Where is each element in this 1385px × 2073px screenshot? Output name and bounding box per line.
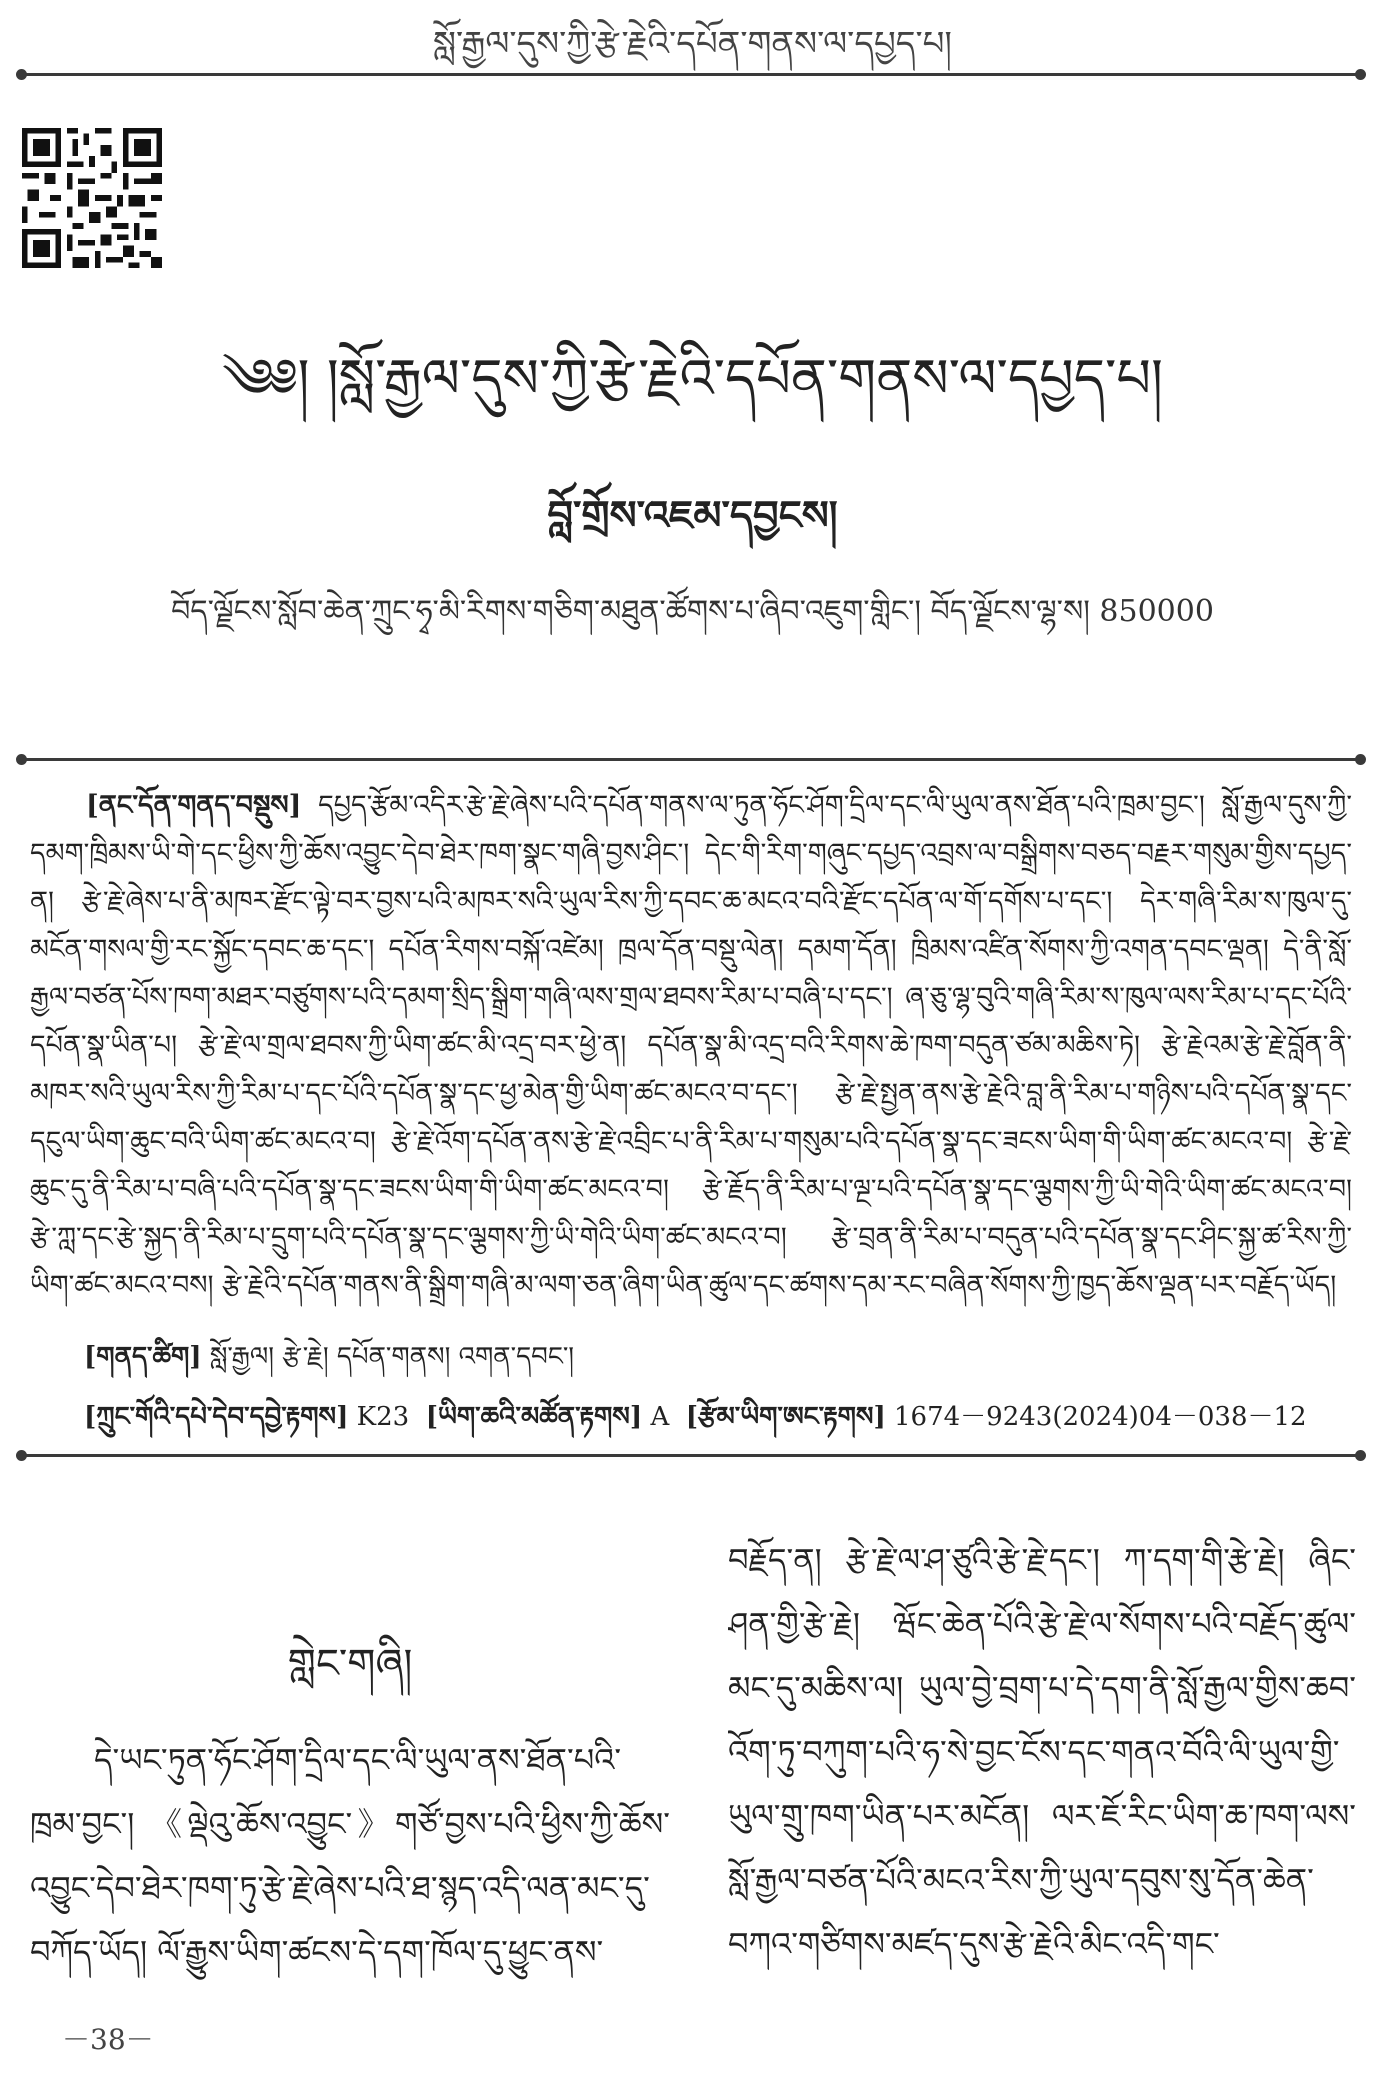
keywords-text: སློ་རྒྱལ། རྩེ་རྗེ། དཔོན་གནས། འགན་དབང་། (209, 1342, 575, 1372)
left-column (30, 1728, 670, 2000)
header-rule (22, 73, 1360, 76)
running-header: སློ་རྒྱལ་དུས་ཀྱི་རྩེ་རྗེའི་དཔོན་གནས་ལ་དཔྱད་པ། (433, 24, 952, 64)
section-heading: གླེང་གཞི། (287, 1641, 413, 1687)
doc-code-value: A (650, 1402, 670, 1432)
left-column-paragraph: དེ་ཡང་ཏུན་ཧོང་ཤོག་དྲིལ་དང་ལི་ཡུལ་ནས་ཐོན་པའི་ཁྲམ་བྱང་། 《ལྡེའུ་ཆོས་འབྱུང་》གཙོ་བྱས་པའི་ཕྱིས་ཀྱི་ཆོས་འབྱུང་དེབ་ཐེར་ཁག་ཏུ་རྩེ་རྗེ་ཞེས་པའི་ཐ་སྙད་འདི་ལན་མང་དུ་བཀོད་ཡོད། ལོ་རྒྱུས་ཡིག་ཚངས་དེ་དག་ཁོལ་དུ་ཕྱུང་ནས་ (30, 1741, 670, 1971)
article-id-value: 1674－9243(2024)04－038－12 (894, 1402, 1307, 1432)
abstract-top-rule (22, 758, 1360, 761)
keywords-label: [གནད་ཚིག] (84, 1342, 202, 1372)
article-title: ༄༅། །སློ་རྒྱལ་དུས་ཀྱི་རྩེ་རྗེའི་དཔོན་གནས་ལ་དཔྱད་པ། (222, 347, 1163, 410)
right-column-paragraph: བརྗོད་ན། རྩེ་རྗེ་ལ་ཤ་ཙུའི་རྩེ་རྗེ་དང་། ཀ་དག་གི་རྩེ་རྗེ། ཞིང་ཤན་གྱི་རྩེ་རྗེ། ཝོང་ཆེན་པོའི་རྩེ་རྗེ་ལ་སོགས་པའི་བརྗོད་ཚུལ་མང་དུ་མཆིས་ལ། ཡུལ་བྱེ་བྲག་པ་དེ་དག་ནི་སློ་རྒྱལ་གྱིས་ཆབ་འོག་ཏུ་བཀུག་པའི་ཧ་སེ་བྱང་ངོས་དང་གནའ་བོའི་ལི་ཡུལ་གྱི་ཡུལ་གྲུ་ཁག་ཡིན་པར་མངོན། ལར་ཇོ་རིང་ཡིག་ཆ་ཁག་ལས་སློ་རྒྱལ་བཙན་པོའི་མངའ་རིས་ཀྱི་ཡུལ་དབུས་སུ་དོན་ཆེན་བཀའ་གཙིགས་མཛད་དུས་རྩེ་རྗེའི་མིང་འདི་གང་ (728, 1541, 1356, 1963)
author-affiliation: བོད་ལྗོངས་སློབ་ཆེན་ཀྲུང་ཧྭ་མི་རིགས་གཅིག་མཐུན་ཚོགས་པ་ཞིབ་འཇུག་གླིང་། བོད་ལྗོངས་ལྷ་ས། 850000 (171, 594, 1214, 629)
qr-code (22, 128, 162, 268)
clc-value: K23 (356, 1402, 410, 1432)
abstract-label: [ནང་དོན་གནད་བསྡུས] (86, 790, 302, 821)
page-number: －38－ (62, 2023, 154, 2056)
abstract-paragraph (30, 782, 1352, 1310)
doc-code-label: [ཡིག་ཆའི་མཚོན་རྟགས] (425, 1402, 643, 1432)
author-name: བློ་གྲོས་འཇམ་དབྱངས། (547, 492, 838, 539)
article-id-label: [རྩོམ་ཡིག་ཨང་རྟགས] (685, 1402, 886, 1432)
abstract-text: དཔྱད་རྩོམ་འདིར་རྩེ་རྗེ་ཞེས་པའི་དཔོན་གནས་ལ་ཏུན་ཧོང་ཤོག་དྲིལ་དང་ལི་ཡུལ་ནས་ཐོན་པའི་ཁྲམ་བྱང་། སློ་རྒྱལ་དུས་ཀྱི་དམག་ཁྲིམས་ཡི་གེ་དང་ཕྱིས་ཀྱི་ཆོས་འབྱུང་དེབ་ཐེར་ཁག་སྣང་གཞི་བྱས་ཤིང་། དེང་གི་རིག་གཞུང་དཔྱད་འབྲས་ལ་བསྒྲིགས་བཅད་བརྗར་གསུམ་གྱིས་དཔྱད་ན། རྩེ་རྗེ་ཞེས་པ་ནི་མཁར་རྫོང་ལྟེ་བར་བྱས་པའི་མཁར་སའི་ཡུལ་རིས་ཀྱི་དབང་ཆ་མངའ་བའི་རྫོང་དཔོན་ལ་གོ་དགོས་པ་དང་། དེར་གཞི་རིམ་ས་ཁུལ་དུ་མངོན་གསལ་གྱི་རང་སྐྱོང་དབང་ཆ་དང་། དཔོན་རིགས་བསྐོ་འཛེམ། ཁྲལ་དོན་བསྡུ་ལེན། དམག་དོན། ཁྲིམས་འཛིན་སོགས་ཀྱི་འགན་དབང་ལྡན། དེ་ནི་སློ་རྒྱལ་བཙན་པོས་ཁག་མཐར་བཙུགས་པའི་དམག་སྲིད་སྒྲིག་གཞི་ལས་གྲལ་ཐབས་རིམ་པ་བཞི་པ་དང་། ཞ་ཅུ་ལྷ་བུའི་གཞི་རིམ་ས་ཁུལ་ལས་རིམ་པ་དང་པོའི་དཔོན་སྣ་ཡིན་པ། རྩེ་རྗེ་ལ་གྲལ་ཐབས་ཀྱི་ཡིག་ཚང་མི་འདྲ་བར་ཕྱེ་ན། དཔོན་སྣ་མི་འདྲ་བའི་རིགས་ཆེ་ཁག་བདུན་ཙམ་མཆིས་ཏེ། རྩེ་རྗེའམ་རྩེ་རྗེ་བློན་ནི་མཁར་སའི་ཡུལ་རིས་ཀྱི་རིམ་པ་དང་པོའི་དཔོན་སྣ་དང་ཕྱ་མེན་གྱི་ཡིག་ཚང་མངའ་བ་དང་། རྩེ་རྗེ་སྤྱན་ནས་རྩེ་རྗེའི་བླ་ནི་རིམ་པ་གཉིས་པའི་དཔོན་སྣ་དང་དངུལ་ཡིག་ཆུང་བའི་ཡིག་ཚང་མངའ་བ། རྩེ་རྗེ་འོག་དཔོན་ནས་རྩེ་རྗེ་འབྲིང་པ་ནི་རིམ་པ་གསུམ་པའི་དཔོན་སྣ་དང་ཟངས་ཡིག་གི་ཡིག་ཚང་མངའ་བ། རྩེ་རྗེ་ཆུང་དུ་ནི་རིམ་པ་བཞི་པའི་དཔོན་སྣ་དང་ཟངས་ཡིག་གི་ཡིག་ཚང་མངའ་བ། རྩེ་རྗོད་ནི་རིམ་པ་ལྔ་པའི་དཔོན་སྣ་དང་ལྕགས་ཀྱི་ཡི་གེའི་ཡིག་ཚང་མངའ་བ། རྩེ་ཀླ་དང་རྩེ་སྐྱད་ནི་རིམ་པ་དྲུག་པའི་དཔོན་སྣ་དང་ལྕགས་ཀྱི་ཡི་གེའི་ཡིག་ཚང་མངའ་བ། རྩེ་བྲན་ནི་རིམ་པ་བདུན་པའི་དཔོན་སྣ་དང་ཤིང་སྐྱ་ཚ་རིས་ཀྱི་ཡིག་ཚང་མངའ་བས། རྩེ་རྗེའི་དཔོན་གནས་ནི་སྒྲིག་གཞི་མ་ལག་ཅན་ཞིག་ཡིན་ཚུལ་དང་ཚགས་དམ་རང་བཞིན་སོགས་ཀྱི་ཁྱད་ཆོས་ལྡན་པར་བརྗོད་ཡོད། (30, 790, 1352, 1301)
right-column (728, 1528, 1356, 2000)
classification-line (84, 1388, 1344, 1461)
abstract-bottom-rule (22, 1454, 1360, 1457)
abstract (30, 782, 1352, 1310)
clc-label: [ཀྲུང་གོའི་དཔེ་དེབ་དབྱེ་རྟགས] (84, 1402, 349, 1432)
